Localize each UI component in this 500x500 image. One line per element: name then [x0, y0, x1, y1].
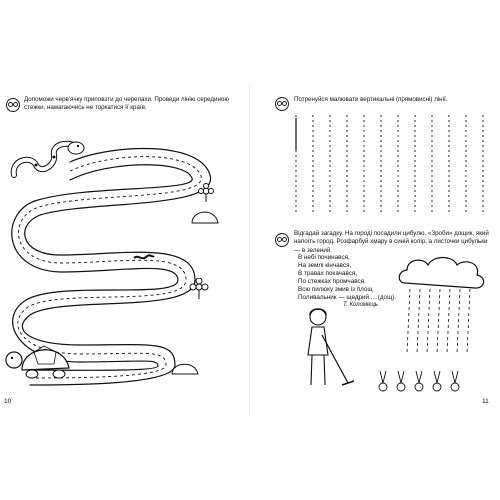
riddle-text	[298, 254, 396, 303]
owl-icon	[6, 98, 20, 112]
worm-icon	[132, 252, 156, 262]
owl-icon	[275, 233, 289, 247]
right-page	[250, 0, 500, 500]
rock-icon	[190, 205, 220, 225]
flower-icon	[188, 278, 210, 300]
girl-icon	[296, 305, 356, 395]
lines-instruction: Потренуйся малювати вертикальні (прямовисні) лінії.	[294, 96, 448, 103]
owl-icon	[275, 97, 289, 111]
snake-icon	[6, 135, 86, 190]
page-number: 11	[482, 398, 489, 405]
maze-instruction: Допоможи черв'ячку приповзти до черепахи. Проведи лінію серединою стежки, намагаючись не торкатися її країв.	[24, 96, 229, 112]
onion-icon	[375, 365, 465, 395]
riddle-author: Т. Коломієць	[343, 302, 378, 308]
page-number: 10	[4, 398, 12, 405]
turtle-icon	[4, 330, 79, 390]
cloud-icon[interactable]	[395, 253, 490, 383]
riddle-line: Поливальник — щедрий ... (дощ).	[298, 294, 397, 302]
riddle-line: На землі кінчався,	[298, 262, 352, 270]
rock-icon	[170, 358, 200, 376]
riddle-line: По стежках промчався.	[298, 278, 366, 286]
tracing-lines[interactable]	[290, 110, 490, 220]
flower-icon	[196, 183, 216, 203]
riddle-line: В небі починався,	[298, 254, 350, 261]
riddle-instruction: Відгадай загадку. На городі посадили цибулю. «Зроби» дощик, який напоїть город. Розфарбуй хмару в синій колір, а листочки цибульки — в зелений.	[294, 230, 489, 254]
riddle-line: Всю пилюку змив із площ	[298, 286, 373, 294]
riddle-line: В травах покачався,	[298, 270, 358, 278]
